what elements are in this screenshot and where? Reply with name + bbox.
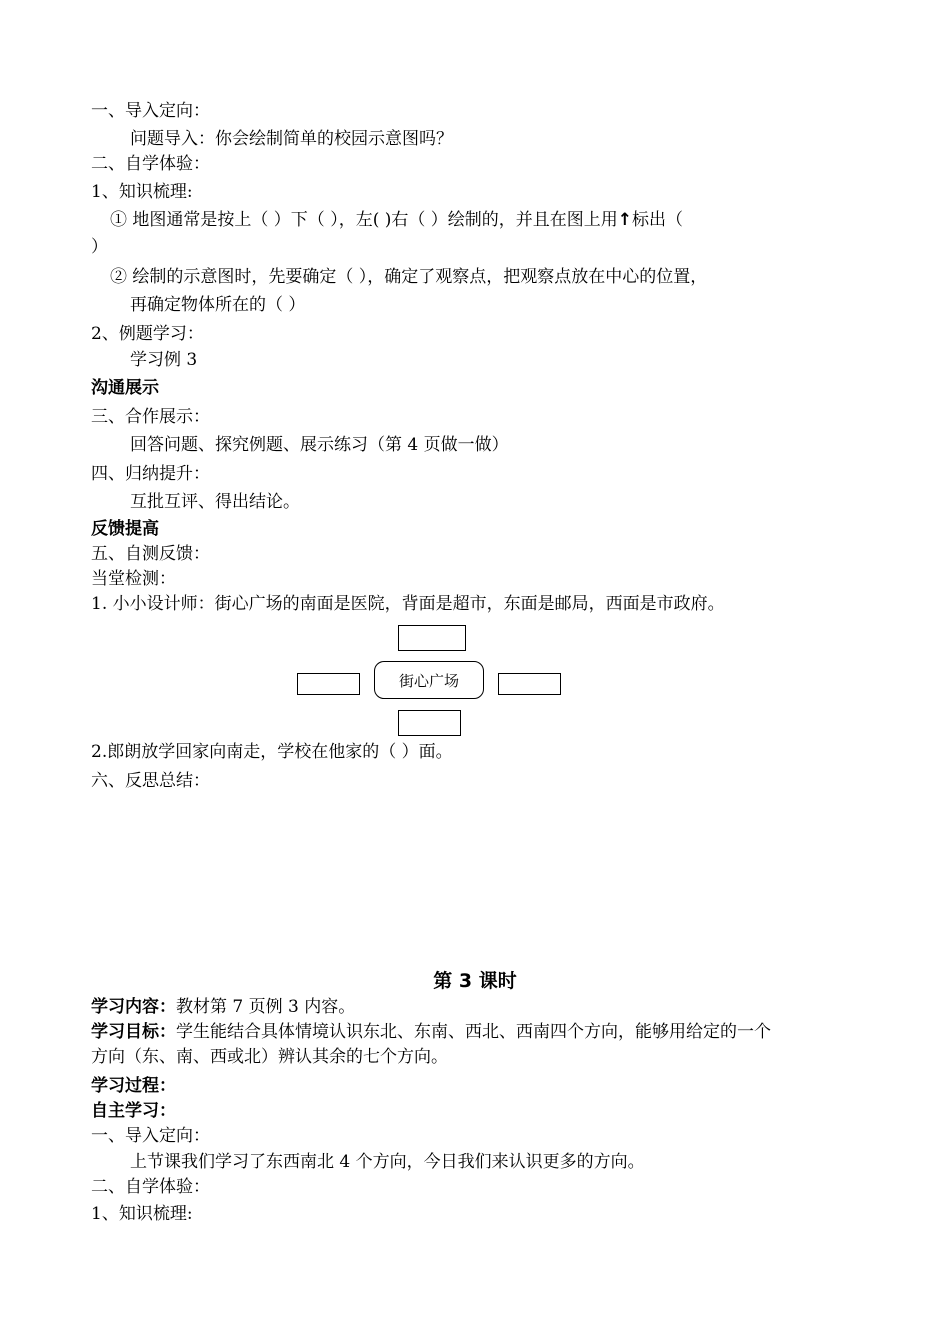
s2-knowledge-heading: 1、知识梳理: xyxy=(91,1204,193,1224)
lesson-title: 第 3 课时 xyxy=(433,970,517,992)
show-text: 回答问题、探究例题、展示练习（第 4 页做一做） xyxy=(130,435,509,455)
s2-heading-self: 二、自学体验： xyxy=(91,1177,210,1197)
heading-reflection: 六、反思总结： xyxy=(91,771,210,791)
north-box xyxy=(398,625,466,651)
summary-text: 互批互评、得出结论。 xyxy=(130,492,300,512)
heading-summary: 四、归纳提升： xyxy=(91,464,210,484)
item-1-text-b: 标出（ xyxy=(632,210,684,230)
item-2-text-a: ② 绘制的示意图时，先要确定（ ），确定了观察点，把观察点放在中心的位置， xyxy=(110,267,708,287)
goal-label: 学习目标： xyxy=(91,1022,176,1042)
check-heading: 当堂检测： xyxy=(91,569,176,589)
process-heading: 学习过程： xyxy=(91,1076,176,1096)
section-feedback: 反馈提高 xyxy=(91,519,159,539)
item-1-line xyxy=(110,208,683,232)
east-box xyxy=(498,673,561,695)
self-study-heading: 自主学习： xyxy=(91,1101,176,1121)
center-label: 街心广场 xyxy=(398,671,459,690)
s2-intro-text: 上节课我们学习了东西南北 4 个方向，今日我们来认识更多的方向。 xyxy=(130,1152,645,1172)
goal-text-2: 方向（东、南、西或北）辨认其余的七个方向。 xyxy=(91,1047,448,1067)
item-2-text-b: 再确定物体所在的（ ） xyxy=(130,295,306,315)
intro-question: 问题导入：你会绘制简单的校园示意图吗？ xyxy=(130,129,453,149)
item-1-text-a: ① 地图通常是按上（ ）下（ ），左( )右（ ）绘制的，并且在图上用 xyxy=(110,210,618,230)
north-arrow-icon: ↑ xyxy=(617,210,633,230)
heading-intro: 一、导入定向： xyxy=(91,101,210,121)
example-heading: 2、例题学习： xyxy=(91,324,204,344)
question-1: 1. 小小设计师：街心广场的南面是医院，背面是超市，东面是邮局，西面是市政府。 xyxy=(91,594,725,614)
content-line xyxy=(91,995,355,1019)
item-1-text-c: ） xyxy=(91,237,108,257)
question-2: 2.郎朗放学回家向南走，学校在他家的（ ）面。 xyxy=(91,742,453,762)
center-square-box xyxy=(374,661,484,699)
section-show: 沟通展示 xyxy=(91,378,159,398)
heading-self-study: 二、自学体验： xyxy=(91,154,210,174)
south-box xyxy=(398,710,461,736)
content-text: 教材第 7 页例 3 内容。 xyxy=(176,997,356,1017)
west-box xyxy=(297,673,360,695)
example-text: 学习例 3 xyxy=(130,350,198,370)
goal-text-1: 学生能结合具体情境认识东北、东南、西北、西南四个方向，能够用给定的一个 xyxy=(176,1022,771,1042)
goal-line xyxy=(91,1020,771,1044)
s2-heading-intro: 一、导入定向： xyxy=(91,1126,210,1146)
heading-selftest: 五、自测反馈： xyxy=(91,544,210,564)
knowledge-heading: 1、知识梳理: xyxy=(91,182,193,202)
content-label: 学习内容： xyxy=(91,997,176,1017)
heading-cooperate: 三、合作展示： xyxy=(91,407,210,427)
